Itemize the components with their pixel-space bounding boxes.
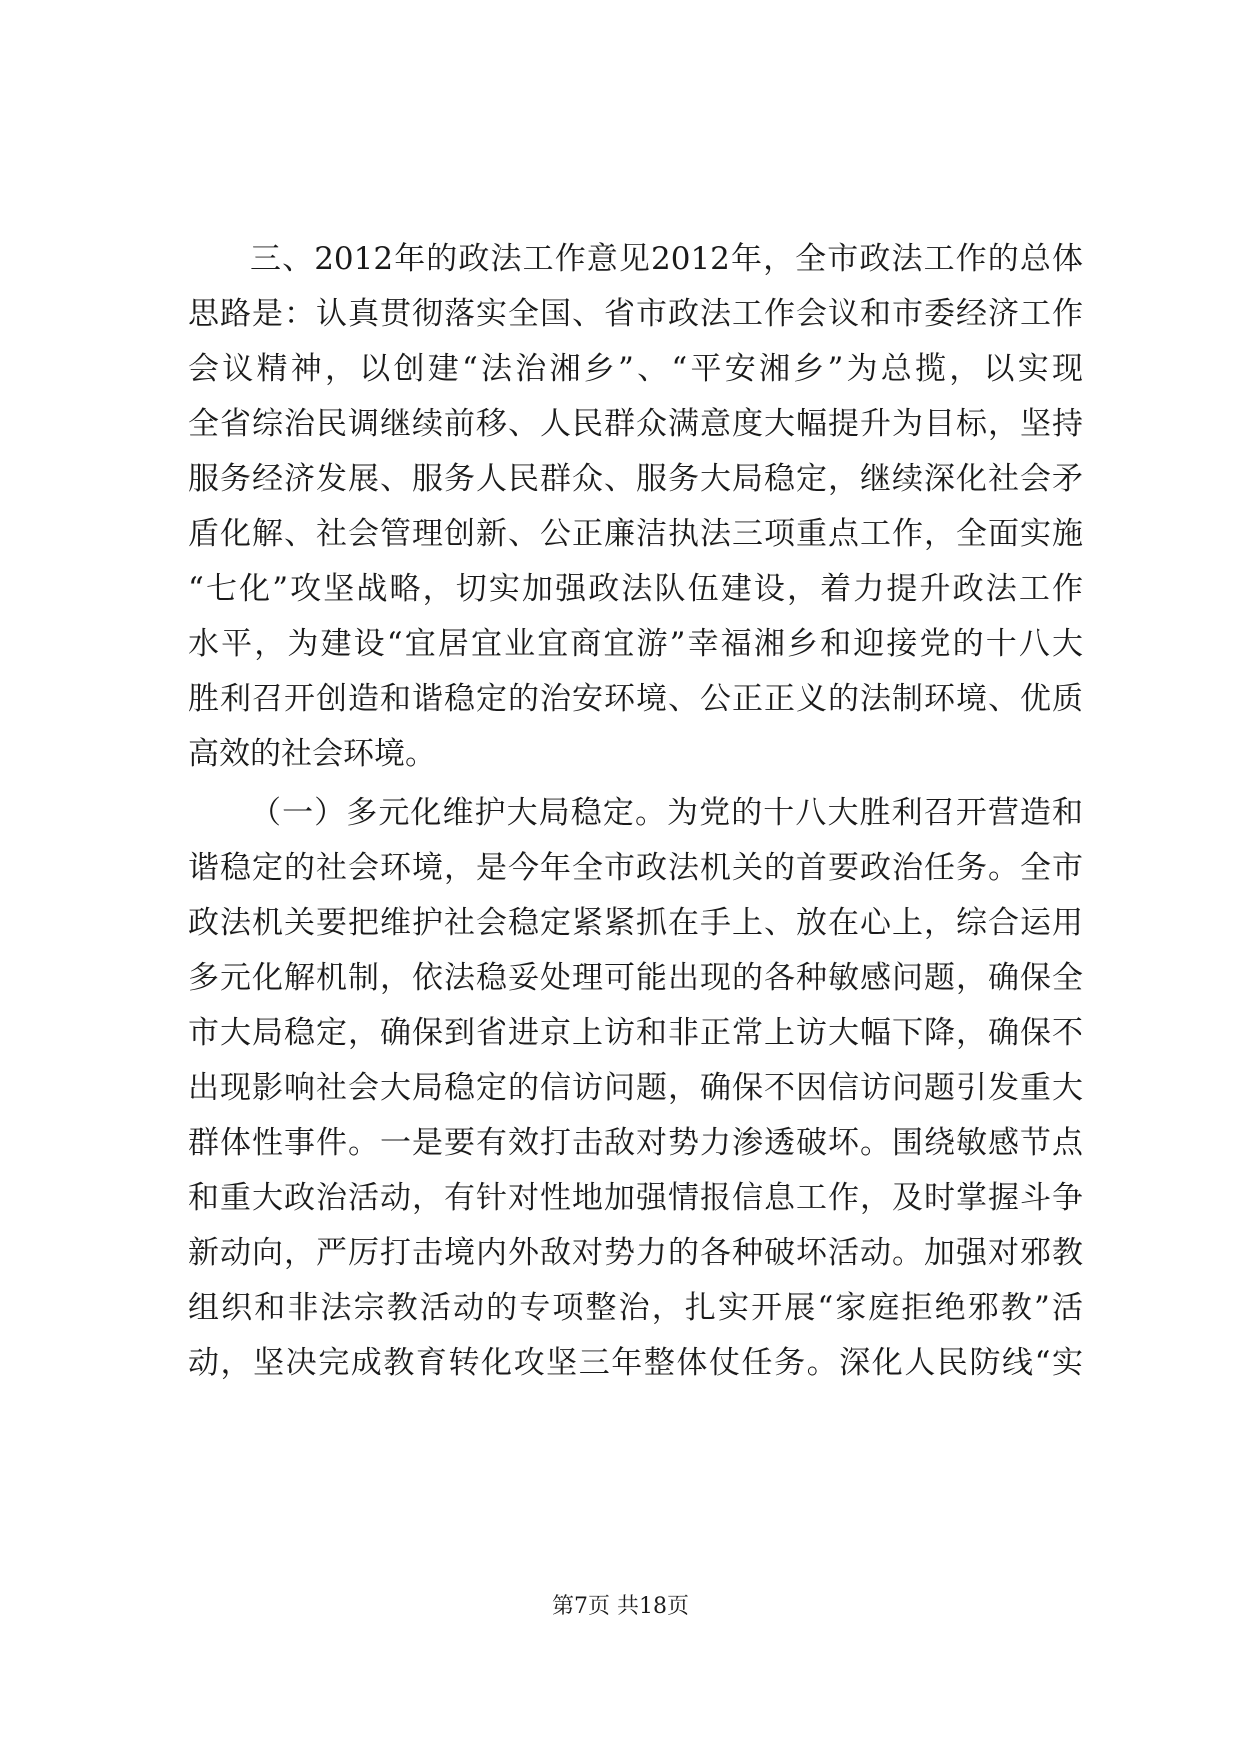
text-line: “七化”攻坚战略，切实加强政法队伍建设，着力提升政法工作 [188, 571, 1083, 607]
text-line: 动，坚决完成教育转化攻坚三年整体仗任务。深化人民防线“实 [188, 1345, 1083, 1381]
document-body [188, 232, 1083, 1391]
text-line: 和重大政治活动，有针对性地加强情报信息工作，及时掌握斗争 [188, 1180, 1083, 1216]
text-line: （一）多元化维护大局稳定。为党的十八大胜利召开营造和 [250, 795, 1083, 831]
text-line: 组织和非法宗教活动的专项整治，扎实开展“家庭拒绝邪教”活 [188, 1290, 1083, 1326]
text-line: 政法机关要把维护社会稳定紧紧抓在手上、放在心上，综合运用 [188, 905, 1083, 941]
text-line: 思路是：认真贯彻落实全国、省市政法工作会议和市委经济工作 [188, 296, 1083, 332]
text-line: 群体性事件。一是要有效打击敌对势力渗透破坏。围绕敏感节点 [188, 1125, 1083, 1161]
text-line: 多元化解机制，依法稳妥处理可能出现的各种敏感问题，确保全 [188, 960, 1083, 996]
text-line: 新动向，严厉打击境内外敌对势力的各种破坏活动。加强对邪教 [188, 1235, 1083, 1271]
text-line: 高效的社会环境。 [188, 736, 436, 772]
text-line: 胜利召开创造和谐稳定的治安环境、公正正义的法制环境、优质 [188, 681, 1083, 717]
page-number-footer: 第7页 共18页 [552, 1594, 689, 1619]
paragraph-1 [188, 232, 1083, 782]
text-line: 会议精神，以创建“法治湘乡”、“平安湘乡”为总揽，以实现 [188, 351, 1083, 387]
text-line: 服务经济发展、服务人民群众、服务大局稳定，继续深化社会矛 [188, 461, 1083, 497]
text-line: 市大局稳定，确保到省进京上访和非正常上访大幅下降，确保不 [188, 1015, 1083, 1051]
paragraph-2 [188, 786, 1083, 1391]
text-line: 谐稳定的社会环境，是今年全市政法机关的首要政治任务。全市 [188, 850, 1083, 886]
text-line: 水平，为建设“宜居宜业宜商宜游”幸福湘乡和迎接党的十八大 [188, 626, 1083, 662]
text-line: 全省综治民调继续前移、人民群众满意度大幅提升为目标，坚持 [188, 406, 1083, 442]
text-line: 三、2012年的政法工作意见2012年，全市政法工作的总体 [250, 241, 1083, 277]
text-line: 盾化解、社会管理创新、公正廉洁执法三项重点工作，全面实施 [188, 516, 1083, 552]
text-line: 出现影响社会大局稳定的信访问题，确保不因信访问题引发重大 [188, 1070, 1083, 1106]
